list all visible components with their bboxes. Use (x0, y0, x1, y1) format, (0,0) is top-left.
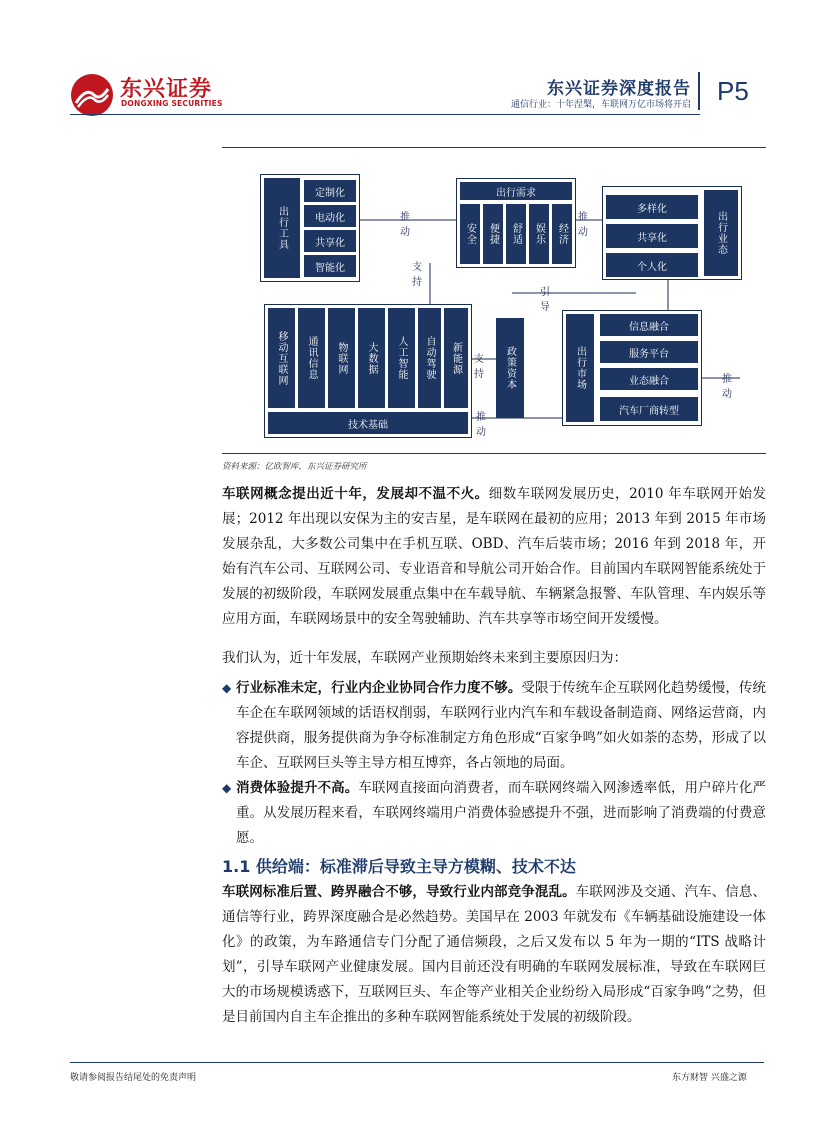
paragraph-text: 车联网涉及交通、汽车、信息、通信等行业，跨界深度融合是必然趋势。美国早在 2003 年就发布《车辆基础设施建设一体化》的政策，为车路通信专门分配了通信频段，之后又发布以 5 年为一期的“ITS 战略计划”，引导车联网产业健康发展。国内目前还没有明确的车联网发展标准，导致在车联网巨大的市场规模诱惑下，互联网巨头、车企等产业相关企业纷纷入局形成“百家争鸣”之势，但是目前国内自主车企推出的多种车联网智能系统处于发展的初级阶段。 (222, 884, 767, 1025)
travel-tools-item: 共享化 (304, 230, 356, 252)
label-guide: 引导 (540, 287, 550, 313)
travel-tools-title: 出行工具 (264, 178, 300, 278)
paragraph-text: 细数车联网发展历史，2010 年车联网开始发展；2012 年出现以安保为主的安吉星，是车联网在最初的应用；2013 年到 2015 年市场发展杂乱，大多数公司集中在手机互联、OBD、汽车后装市场；2016 年到 2018 年，开始有汽车公司、互联网公司、专业语音和导航公司开始合作。目前国内车联网智能系统处于发展的初级阶段，车联网发展重点集中在车载导航、车辆紧急报警、车队管理、车内娱乐等应用方面，车联网场景中的安全驾驶辅助、汽车共享等市场空间开发缓慢。 (222, 486, 767, 627)
section-heading: 1.1 供给端：标准滞后导致主导方模糊、技术不达 (222, 857, 576, 876)
travel-market-item: 汽车厂商转型 (600, 397, 698, 421)
footer-slogan: 东方财智 兴盛之源 (672, 1073, 747, 1083)
travel-tools-item: 智能化 (304, 255, 356, 277)
figure-bottom-rule (222, 453, 766, 454)
paragraph-lead: 车联网概念提出近十年，发展却不温不火。 (222, 486, 489, 502)
tech-base-title: 技术基础 (268, 412, 468, 434)
travel-tools-item: 电动化 (304, 205, 356, 227)
label-push: 推动 (578, 212, 588, 238)
bullet-standards (236, 676, 766, 776)
bullet-icon: ◆ (222, 781, 232, 795)
travel-market-item: 服务平台 (600, 341, 698, 363)
label-push: 推动 (400, 212, 410, 238)
bullet-lead: 行业标准未定，行业内企业协同合作力度不够。 (236, 680, 522, 696)
travel-business-item: 个人化 (606, 253, 698, 277)
paragraph-lead: 车联网标准后置、跨界融合不够，导致行业内部竞争混乱。 (222, 884, 576, 900)
footer-disclaimer: 敬请参阅报告结尾处的免责声明 (70, 1073, 197, 1083)
figure-source: 资料来源：亿欧智库，东兴证券研究所 (222, 462, 367, 472)
travel-business-item: 多样化 (606, 195, 698, 219)
travel-demand-title: 出行需求 (460, 182, 572, 200)
tech-item: 人工智能 (388, 308, 415, 408)
travel-business-item: 共享化 (606, 224, 698, 248)
tech-item: 通讯信息 (298, 308, 325, 408)
travel-business-title: 出行业态 (704, 190, 738, 276)
travel-market-title: 出行市场 (566, 314, 594, 422)
travel-demand-item: 经济 (552, 204, 572, 264)
paragraph-standards (222, 880, 766, 1030)
footer-rule (70, 1062, 764, 1063)
page-number: P5 (717, 76, 749, 106)
travel-demand-item: 便捷 (483, 204, 503, 264)
tech-item: 自动驾驶 (418, 308, 441, 408)
travel-demand-item: 娱乐 (529, 204, 549, 264)
report-subtitle: 通信行业：十年涅槃，车联网万亿市场将开启 (510, 100, 691, 110)
travel-market-item: 业态融合 (600, 368, 698, 390)
bullet-lead: 消费体验提升不高。 (236, 780, 359, 796)
label-push: 推动 (722, 374, 732, 400)
tech-item: 新能源 (444, 308, 468, 408)
tech-item: 大数据 (358, 308, 385, 408)
travel-tools-item: 定制化 (304, 180, 356, 202)
paragraph-history (222, 482, 766, 632)
logo-english: DONGXING SECURITIES (121, 99, 223, 108)
report-title: 东兴证券深度报告 (547, 79, 691, 99)
tech-item: 移动互联网 (268, 308, 295, 408)
policy-capital: 政策资本 (496, 318, 524, 418)
label-support: 支持 (474, 354, 484, 380)
travel-market-item: 信息融合 (600, 314, 698, 336)
label-support: 支持 (412, 262, 422, 288)
bullet-text: 受限于传统车企互联网化趋势缓慢，传统车企在车联网领域的话语权削弱，车联网行业内汽车和车载设备制造商、网络运营商，内容提供商，服务提供商为争夺标准制定方角色形成“百家争鸣”如火如荼的态势，形成了以车企、互联网巨头等主导方相互博弈，各占领地的局面。 (236, 680, 767, 771)
bullet-consumer (236, 776, 766, 851)
paragraph-reasons-intro: 我们认为，近十年发展，车联网产业预期始终未来到主要原因归为： (222, 650, 627, 666)
logo-text: 东兴证券 (120, 77, 213, 102)
travel-demand-item: 舒适 (506, 204, 526, 264)
label-push: 推动 (476, 412, 486, 438)
bullet-text: 车联网直接面向消费者，而车联网终端入网渗透率低，用户碎片化严重。从发展历程来看，车联网终端用户消费体验感提升不强，进而影响了消费端的付费意愿。 (236, 780, 767, 846)
bullet-icon: ◆ (222, 681, 232, 695)
tech-item: 物联网 (328, 308, 355, 408)
travel-demand-item: 安全 (460, 204, 480, 264)
